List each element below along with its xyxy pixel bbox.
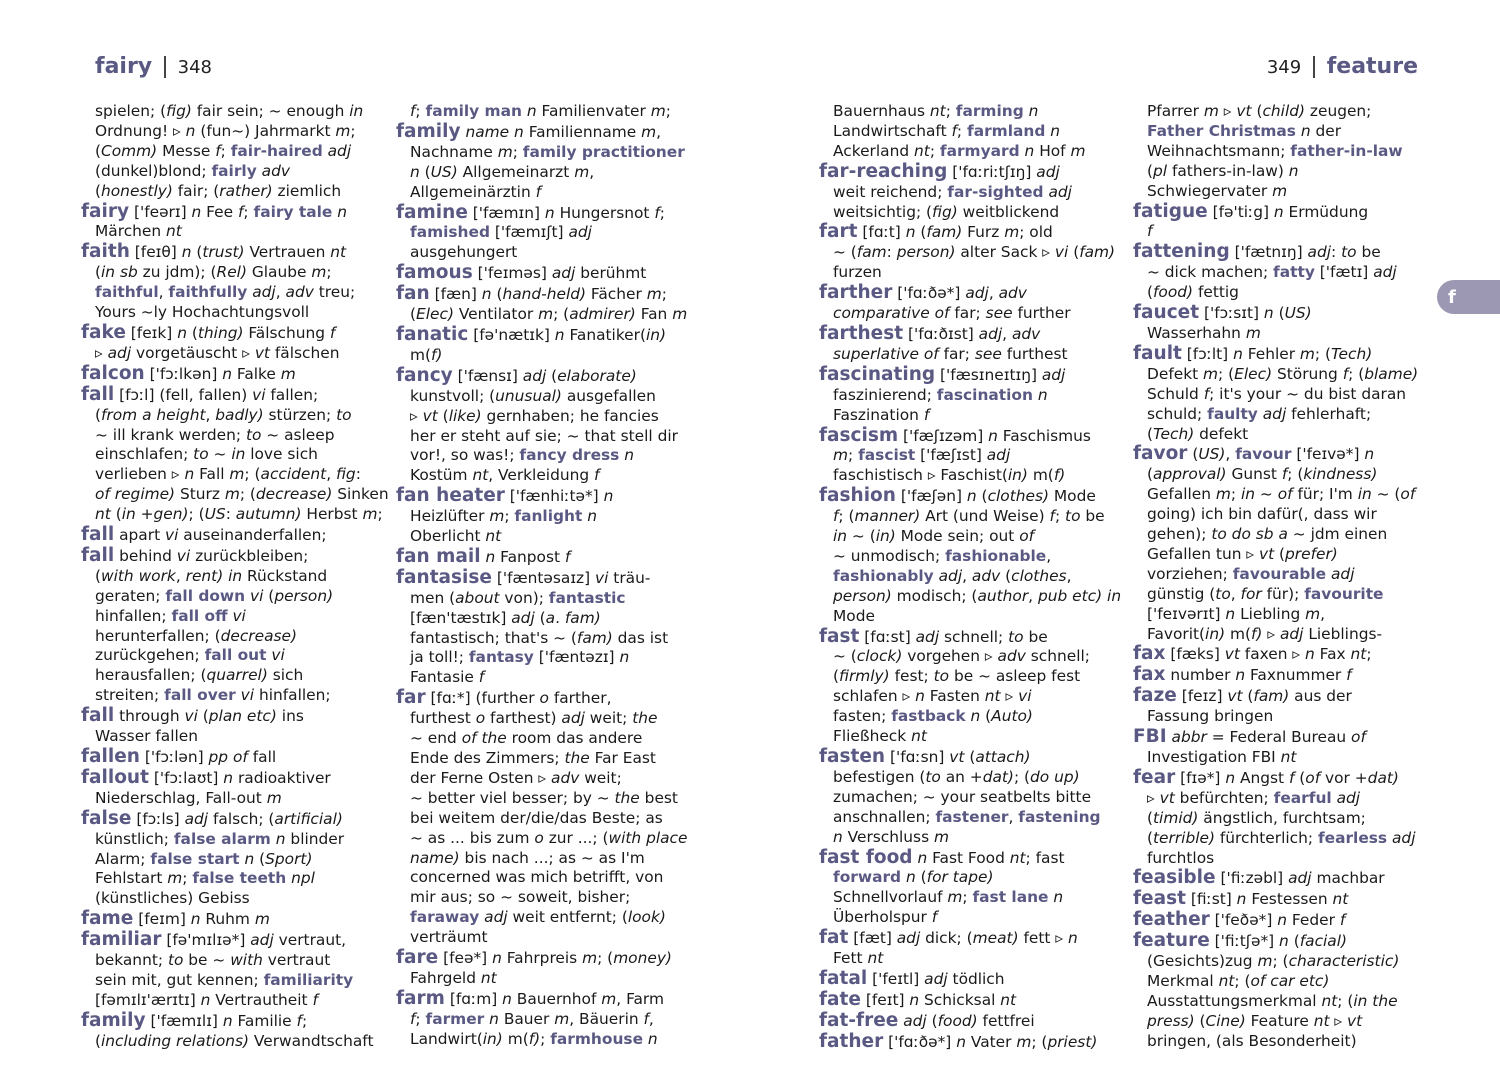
- headword: fall: [81, 705, 115, 727]
- entry-line: (timid) ängstlich, furchtsam;: [1147, 808, 1366, 827]
- entry-line: forward n (for tape): [833, 868, 994, 887]
- headword: fast: [819, 625, 860, 647]
- entry-line-headword: fear [fɪə*] n Angst f (of vor +dat): [1133, 766, 1399, 788]
- headword: fart: [819, 221, 858, 243]
- entry-line: going) ich bin dafür(, dass wir: [1147, 505, 1377, 524]
- headword: farther: [819, 282, 893, 304]
- entry-line: Landwirt(in) m(f); farmhouse n: [410, 1029, 658, 1048]
- headword: fatal: [819, 967, 868, 989]
- headword: feature: [1133, 930, 1210, 952]
- entry-line: Schwiegervater m: [1147, 181, 1288, 200]
- headword: fan: [396, 283, 430, 305]
- entry-line: geraten; fall down vi (person): [95, 586, 334, 605]
- entry-line: Oberlicht nt: [410, 527, 502, 546]
- thumb-index-tab[interactable]: f: [1437, 280, 1500, 314]
- entry-line-headword: fanatic [fə'nætɪk] n Fanatiker(in): [396, 323, 667, 345]
- entry-line-headword: fast food n Fast Food nt; fast: [819, 846, 1065, 868]
- entry-line: Fehlstart m; false teeth npl: [95, 869, 315, 888]
- entry-line-headword: fall apart vi auseinanderfallen;: [81, 524, 327, 546]
- entry-line: Pfarrer m ▹ vt (child) zeugen;: [1147, 102, 1372, 120]
- entry-line: Landwirtschaft f; farmland n: [833, 121, 1061, 140]
- entry-line: superlative of far; see furthest: [833, 344, 1068, 363]
- entry-line: künstlich; false alarm n blinder: [95, 829, 345, 848]
- headword: fancy: [396, 364, 453, 386]
- headword: far-reaching: [819, 160, 948, 182]
- entry-line-headword: farthest ['fɑːðɪst] adj, adv: [819, 322, 1041, 344]
- entry-line: weitsichtig; (fig) weitblickend: [833, 202, 1060, 221]
- entry-line-headword: fare [feə*] n Fahrpreis m; (money): [396, 947, 672, 969]
- headword: feast: [1133, 888, 1186, 910]
- entry-line: der Ferne Osten ▹ adv weit;: [410, 768, 622, 787]
- headword: fake: [81, 321, 126, 343]
- entry-line: Fassung bringen: [1147, 707, 1274, 726]
- dictionary-column-3: [819, 102, 1122, 1053]
- headword: feather: [1133, 909, 1210, 931]
- entry-line: zurückgehen; fall out vi: [95, 646, 285, 665]
- entry-line-headword: feather ['feðə*] n Feder f: [1133, 909, 1346, 931]
- entry-line: Kostüm nt, Verkleidung f: [410, 466, 600, 485]
- right-page-number: 349: [1266, 57, 1302, 78]
- entry-line: Wasserhahn m: [1147, 323, 1261, 342]
- entry-line: ▹ vt befürchten; fearful adj: [1147, 788, 1361, 807]
- entry-line: faschistisch ▹ Faschist(in) m(f): [833, 466, 1066, 485]
- entry-line: (dunkel)blond; fairly adv: [95, 161, 290, 180]
- entry-line-headword: false [fɔːls] adj falsch; (artificial): [81, 807, 343, 829]
- entry-line: faraway adj weit entfernt; (look): [410, 908, 666, 927]
- entry-line: ~ end of the room das andere: [410, 729, 643, 748]
- entry-line: Alarm; false start n (Sport): [95, 849, 313, 868]
- entry-line-headword: falcon ['fɔːlkən] n Falke m: [81, 362, 296, 384]
- entry-line: Wasser fallen: [95, 727, 199, 746]
- entry-line: Weihnachtsmann; father-in-law: [1147, 141, 1403, 160]
- headword: familiar: [81, 929, 162, 951]
- entry-line-headword: fairy ['feərɪ] n Fee f; fairy tale n: [81, 200, 347, 222]
- entry-line: Ende des Zimmers; the Far East: [410, 749, 656, 767]
- entry-line-headword: fallen ['fɔːlən] pp of fall: [81, 746, 277, 767]
- entry-line: Father Christmas n der: [1147, 121, 1342, 140]
- entry-line-headword: fatigue [fə'tiːg] n Ermüdung: [1133, 200, 1369, 222]
- entry-line: Nachname m; family practitioner: [410, 142, 685, 161]
- entry-line: ['feɪvərɪt] n Liebling m,: [1147, 604, 1326, 623]
- entry-line: f; (manner) Art (und Weise) f; to be: [833, 507, 1105, 526]
- entry-line: Ordnung! ▹ n (fun~) Jahrmarkt m;: [95, 121, 356, 140]
- entry-line: Niederschlag, Fall-out m: [95, 788, 282, 807]
- entry-line: men (about von); fantastic: [410, 588, 626, 607]
- entry-line: m(f): [410, 345, 443, 364]
- entry-line-headword: family name n Familienname m,: [396, 120, 662, 142]
- entry-line: schlafen ▹ n Fasten nt ▹ vi: [833, 687, 1032, 706]
- entry-line-headword: fashion ['fæʃən] n (clothes) Mode: [819, 485, 1096, 507]
- entry-line: Gefallen tun ▹ vt (prefer): [1147, 544, 1338, 563]
- entry-line: Fahrgeld nt: [410, 968, 497, 987]
- right-guide-word: feature: [1326, 54, 1418, 79]
- entry-line: (künstliches) Gebiss: [95, 889, 250, 908]
- entry-line: ~ (clock) vorgehen ▹ adv schnell;: [833, 647, 1090, 666]
- entry-line: [fæn'tæstɪk] adj (a. fam): [410, 608, 601, 627]
- headword: fax: [1133, 643, 1166, 665]
- headword: fasten: [819, 746, 886, 767]
- entry-line: f: [1147, 222, 1153, 241]
- entry-line: bei weitem der/die/das Beste; as: [410, 808, 663, 827]
- entry-line: kunstvoll; (unusual) ausgefallen: [410, 386, 656, 405]
- headword: fast food: [819, 846, 913, 868]
- header-divider: [1313, 56, 1315, 78]
- headword: faze: [1133, 685, 1177, 707]
- headword: fate: [819, 988, 861, 1010]
- entry-line: f; farmer n Bauer m, Bäuerin f,: [410, 1009, 654, 1028]
- entry-line: in ~ (in) Mode sein; out of: [833, 527, 1035, 546]
- entry-line: spielen; (fig) fair sein; ~ enough in: [95, 102, 364, 120]
- dictionary-column-2: [396, 102, 696, 1050]
- entry-line-headword: fascism ['fæʃɪzəm] n Faschismus: [819, 424, 1091, 446]
- entry-line-headword: fart [fɑːt] n (fam) Furz m; old: [819, 221, 1053, 243]
- entry-line: name) bis nach ...; as ~ as I'm: [410, 848, 645, 867]
- headword: fan mail: [396, 545, 481, 567]
- entry-line: Heizlüfter m; fanlight n: [410, 507, 597, 526]
- headword: fear: [1133, 766, 1176, 788]
- dictionary-column-4: [1133, 102, 1433, 1052]
- entry-line: Schnellvorlauf m; fast lane n: [833, 888, 1064, 907]
- entry-line: fashionably adj, adv (clothes,: [833, 566, 1072, 585]
- headword: fairy: [81, 200, 130, 222]
- dictionary-column-1: [81, 102, 389, 1052]
- headword: fallen: [81, 746, 140, 767]
- entry-line-headword: feast [fiːst] n Festessen nt: [1133, 888, 1349, 910]
- headword: family: [81, 1009, 146, 1031]
- entry-line-headword: feasible ['fiːzəbl] adj machbar: [1133, 867, 1385, 889]
- entry-line: streiten; fall over vi hinfallen;: [95, 686, 331, 705]
- entry-line: ~ better viel besser; by ~ the best: [410, 788, 678, 807]
- entry-line: (Comm) Messe f; fair-haired adj: [95, 141, 352, 160]
- entry-line-headword: fall [fɔːl] (fell, fallen) vi fallen;: [81, 383, 319, 405]
- entry-line-headword: fantasise ['fæntəsaɪz] vi träu-: [396, 566, 651, 588]
- headword: fall: [81, 383, 115, 405]
- entry-line: nt (in +gen); (US: autumn) Herbst m;: [95, 505, 383, 524]
- entry-line: Fließheck nt: [833, 727, 927, 746]
- entry-line-headword: fake [feɪk] n (thing) Fälschung f: [81, 321, 336, 343]
- entry-line: vorziehen; favourable adj: [1147, 564, 1355, 583]
- left-page-number: 348: [177, 57, 213, 78]
- entry-line: faszinierend; fascination n: [833, 385, 1048, 404]
- entry-line: (approval) Gunst f; (kindness): [1147, 465, 1378, 484]
- entry-line: günstig (to, for für); favourite: [1147, 584, 1384, 603]
- entry-line: zumachen; ~ your seatbelts bitte: [833, 787, 1092, 806]
- entry-line: ~ dick machen; fatty ['fætɪ] adj: [1147, 263, 1397, 282]
- headword: fascism: [819, 424, 899, 446]
- headword: false: [81, 807, 132, 829]
- headword: fanatic: [396, 323, 469, 345]
- left-running-header: [95, 54, 212, 79]
- headword: faucet: [1133, 302, 1200, 324]
- entry-line-headword: fan [fæn] n (hand-held) Fächer m;: [396, 283, 667, 305]
- entry-line-headword: fat [fæt] adj dick; (meat) fett ▹ n: [819, 927, 1078, 949]
- entry-line: herausfallen; (quarrel) sich: [95, 666, 304, 685]
- entry-line: (terrible) fürchterlich; fearless adj: [1147, 828, 1416, 847]
- entry-line: anschnallen; fastener, fastening: [833, 807, 1101, 826]
- entry-line: weit reichend; far-sighted adj: [833, 182, 1072, 201]
- entry-line: of regime) Sturz m; (decrease) Sinken: [95, 485, 389, 504]
- entry-line: Schuld f; it's your ~ du bist daran: [1147, 384, 1407, 403]
- entry-line: (from a height, badly) stürzen; to: [95, 405, 352, 424]
- entry-line: Defekt m; (Elec) Störung f; (blame): [1147, 364, 1419, 383]
- headword: famous: [396, 262, 473, 284]
- entry-line-headword: faucet ['fɔːsɪt] n (US): [1133, 302, 1312, 324]
- entry-line-headword: famous ['feɪməs] adj berühmt: [396, 262, 647, 284]
- headword: favor: [1133, 443, 1188, 465]
- entry-line: Überholspur f: [833, 908, 938, 927]
- entry-line-headword: fascinating ['fæsɪneɪtɪŋ] adj: [819, 363, 1066, 385]
- entry-line: concerned was mich betrifft, von: [410, 868, 664, 887]
- entry-line-headword: fatal ['feɪtl] adj tödlich: [819, 967, 1005, 989]
- headword: family: [396, 120, 461, 142]
- entry-line: (pl fathers-in-law) n: [1147, 161, 1299, 180]
- entry-line: (Tech) defekt: [1147, 424, 1249, 443]
- entry-line: bekannt; to be ~ with vertraut: [95, 951, 331, 970]
- headword: fat-free: [819, 1009, 899, 1031]
- entry-line: schuld; faulty adj fehlerhaft;: [1147, 404, 1372, 423]
- entry-line-headword: fan heater ['fænhiːtə*] n: [396, 485, 614, 507]
- entry-line: Märchen nt: [95, 222, 182, 241]
- headword: fallout: [81, 766, 149, 788]
- entry-line: Fantasie f: [410, 668, 485, 687]
- entry-line-headword: fate [feɪt] n Schicksal nt: [819, 988, 1017, 1010]
- headword: fattening: [1133, 241, 1230, 263]
- entry-line: Ausstattungsmerkmal nt; (in the: [1147, 991, 1398, 1010]
- entry-line-headword: faith [feɪθ] n (trust) Vertrauen nt: [81, 241, 347, 263]
- entry-line-headword: fax [fæks] vt faxen ▹ n Fax nt;: [1133, 643, 1372, 665]
- entry-line: sein mit, gut kennen; familiarity: [95, 970, 354, 989]
- entry-line-headword: fall behind vi zurückbleiben;: [81, 544, 309, 566]
- entry-line: faithful, faithfully adj, adv treu;: [95, 283, 356, 302]
- headword: fatigue: [1133, 200, 1208, 222]
- entry-line: n (US) Allgemeinarzt m,: [410, 162, 595, 181]
- entry-line: ~ unmodisch; fashionable,: [833, 546, 1052, 565]
- entry-line-headword: feature ['fiːtʃə*] n (facial): [1133, 930, 1348, 952]
- entry-line-headword: father ['fɑːðə*] n Vater m; (priest): [819, 1030, 1098, 1052]
- entry-line: hinfallen; fall off vi: [95, 606, 246, 625]
- headword: FBI: [1133, 726, 1167, 748]
- headword: fascinating: [819, 363, 936, 385]
- entry-line: vor!, so was!; fancy dress n: [410, 446, 635, 465]
- entry-line-headword: fancy ['fænsɪ] adj (elaborate): [396, 364, 637, 386]
- entry-line: Yours ~ly Hochachtungsvoll: [95, 303, 310, 322]
- entry-line: ~ ill krank werden; to ~ asleep: [95, 425, 335, 444]
- entry-line: m; fascist ['fæʃɪst] adj: [833, 446, 1011, 465]
- entry-line: befestigen (to an +dat); (do up): [833, 767, 1080, 786]
- entry-line: verlieben ▹ n Fall m; (accident, fig:: [95, 465, 361, 484]
- entry-line: bringen, (als Besonderheit): [1147, 1031, 1357, 1050]
- entry-line: (firmly) fest; to be ~ asleep fest: [833, 667, 1081, 686]
- headword: fat: [819, 927, 849, 949]
- entry-line-headword: faze [feɪz] vt (fam) aus der: [1133, 685, 1352, 707]
- entry-line: (with work, rent) in Rückstand: [95, 566, 328, 585]
- headword: fashion: [819, 485, 896, 507]
- entry-line: press) (Cine) Feature nt ▹ vt: [1147, 1011, 1363, 1030]
- entry-line: Investigation FBI nt: [1147, 748, 1297, 766]
- entry-line-headword: farm [fɑːm] n Bauernhof m, Farm: [396, 987, 664, 1009]
- entry-line-headword: family ['fæmɪlɪ] n Familie f;: [81, 1009, 308, 1031]
- headword: fault: [1133, 342, 1182, 364]
- entry-line: fasten; fastback n (Auto): [833, 707, 1033, 726]
- headword: fall: [81, 524, 115, 546]
- headword: fax: [1133, 664, 1166, 686]
- entry-line: Merkmal nt; (of car etc): [1147, 971, 1330, 990]
- entry-line-headword: fasten ['fɑːsn] vt (attach): [819, 746, 1031, 767]
- entry-line: person) modisch; (author, pub etc) in: [833, 586, 1122, 605]
- entry-line: Faszination f: [833, 405, 930, 424]
- headword: fare: [396, 947, 439, 969]
- headword: fantasise: [396, 566, 492, 588]
- entry-line: ausgehungert: [410, 243, 518, 262]
- entry-line: ▹ vt (like) gernhaben; he fancies: [410, 406, 659, 425]
- entry-line: n Verschluss m: [833, 827, 949, 846]
- entry-line: comparative of far; see further: [833, 304, 1071, 323]
- entry-line: furchtlos: [1147, 848, 1215, 867]
- entry-line-headword: fax number n Faxnummer f: [1133, 664, 1352, 686]
- entry-line: Ackerland nt; farmyard n Hof m: [833, 141, 1086, 160]
- entry-line: ▹ adj vorgetäuscht ▹ vt fälschen: [95, 343, 340, 362]
- entry-line-headword: fallout ['fɔːlaʊt] n radioaktiver: [81, 766, 331, 788]
- entry-line: einschlafen; to ~ in love sich: [95, 445, 318, 464]
- entry-line: f; family man n Familienvater m;: [410, 102, 671, 120]
- entry-line: Mode: [833, 606, 875, 625]
- entry-line: Gefallen m; in ~ of für; I'm in ~ (of: [1147, 485, 1416, 504]
- entry-line-headword: famine ['fæmɪn] n Hungersnot f;: [396, 201, 665, 223]
- entry-line: (including relations) Verwandtschaft: [95, 1031, 374, 1050]
- entry-line: her er steht auf sie; ~ that stell dir: [410, 426, 678, 445]
- entry-line: Favorit(in) m(f) ▹ adj Lieblings-: [1147, 624, 1383, 643]
- entry-line: famished ['fæmɪʃt] adj: [410, 223, 592, 242]
- entry-line: gehen); to do sb a ~ jdm einen: [1147, 525, 1388, 544]
- headword: falcon: [81, 362, 145, 384]
- headword: far: [396, 687, 426, 709]
- entry-line-headword: fall through vi (plan etc) ins: [81, 705, 304, 727]
- entry-line-headword: fattening ['fætnɪŋ] adj: to be: [1133, 241, 1381, 263]
- headword: fame: [81, 908, 134, 930]
- entry-line: ~ (fam: person) alter Sack ▹ vi (fam): [833, 243, 1116, 262]
- headword: faith: [81, 241, 130, 263]
- entry-line-headword: farther ['fɑːðə*] adj, adv: [819, 282, 1027, 304]
- headword: farm: [396, 987, 445, 1009]
- entry-line-headword: FBI abbr = Federal Bureau of: [1133, 726, 1366, 748]
- right-running-header: [1267, 54, 1418, 79]
- entry-line: herunterfallen; (decrease): [95, 626, 298, 645]
- entry-line: (food) fettig: [1147, 283, 1239, 302]
- entry-line-headword: far [fɑː*] (further o farther,: [396, 687, 612, 709]
- headword: farthest: [819, 322, 904, 344]
- headword: father: [819, 1030, 884, 1052]
- entry-line: (Elec) Ventilator m; (admirer) Fan m: [410, 305, 688, 324]
- entry-line: Allgemeinärztin f: [410, 182, 542, 201]
- entry-line-headword: fault [fɔːlt] n Fehler m; (Tech): [1133, 342, 1373, 364]
- headword: famine: [396, 201, 468, 223]
- entry-line: [fəmɪlɪ'ærɪtɪ] n Vertrautheit f: [95, 990, 318, 1009]
- entry-line: (honestly) fair; (rather) ziemlich: [95, 181, 342, 200]
- left-guide-word: fairy: [95, 54, 153, 79]
- entry-line: fantastisch; that's ~ (fam) das ist: [410, 628, 669, 647]
- headword: fan heater: [396, 485, 505, 507]
- entry-line-headword: fan mail n Fanpost f: [396, 545, 571, 567]
- entry-line: Bauernhaus nt; farming n: [833, 102, 1039, 120]
- header-divider: [164, 56, 166, 78]
- entry-line: furthest o farthest) adj weit; the: [410, 709, 658, 728]
- entry-line-headword: fame [feɪm] n Ruhm m: [81, 908, 270, 930]
- entry-line-headword: fast [fɑːst] adj schnell; to be: [819, 625, 1048, 647]
- entry-line-headword: fat-free adj (food) fettfrei: [819, 1009, 1035, 1031]
- entry-line: Fett nt: [833, 949, 884, 968]
- entry-line-headword: familiar [fə'mɪlɪə*] adj vertraut,: [81, 929, 347, 951]
- entry-line: (Gesichts)zug m; (characteristic): [1147, 952, 1400, 971]
- headword: feasible: [1133, 867, 1216, 889]
- entry-line: mir aus; so ~ soweit, bisher;: [410, 888, 631, 907]
- entry-line: (in sb zu jdm); (Rel) Glaube m;: [95, 263, 332, 282]
- entry-line: ~ as ... bis zum o zur ...; (with place: [410, 828, 688, 847]
- entry-line: ja toll!; fantasy ['fæntəzɪ] n: [410, 648, 630, 667]
- entry-line: furzen: [833, 263, 882, 282]
- headword: fall: [81, 544, 115, 566]
- entry-line-headword: favor (US), favour ['feɪvə*] n: [1133, 443, 1375, 465]
- entry-line-headword: far-reaching ['fɑːriːtʃɪŋ] adj: [819, 160, 1060, 182]
- entry-line: verträumt: [410, 928, 488, 947]
